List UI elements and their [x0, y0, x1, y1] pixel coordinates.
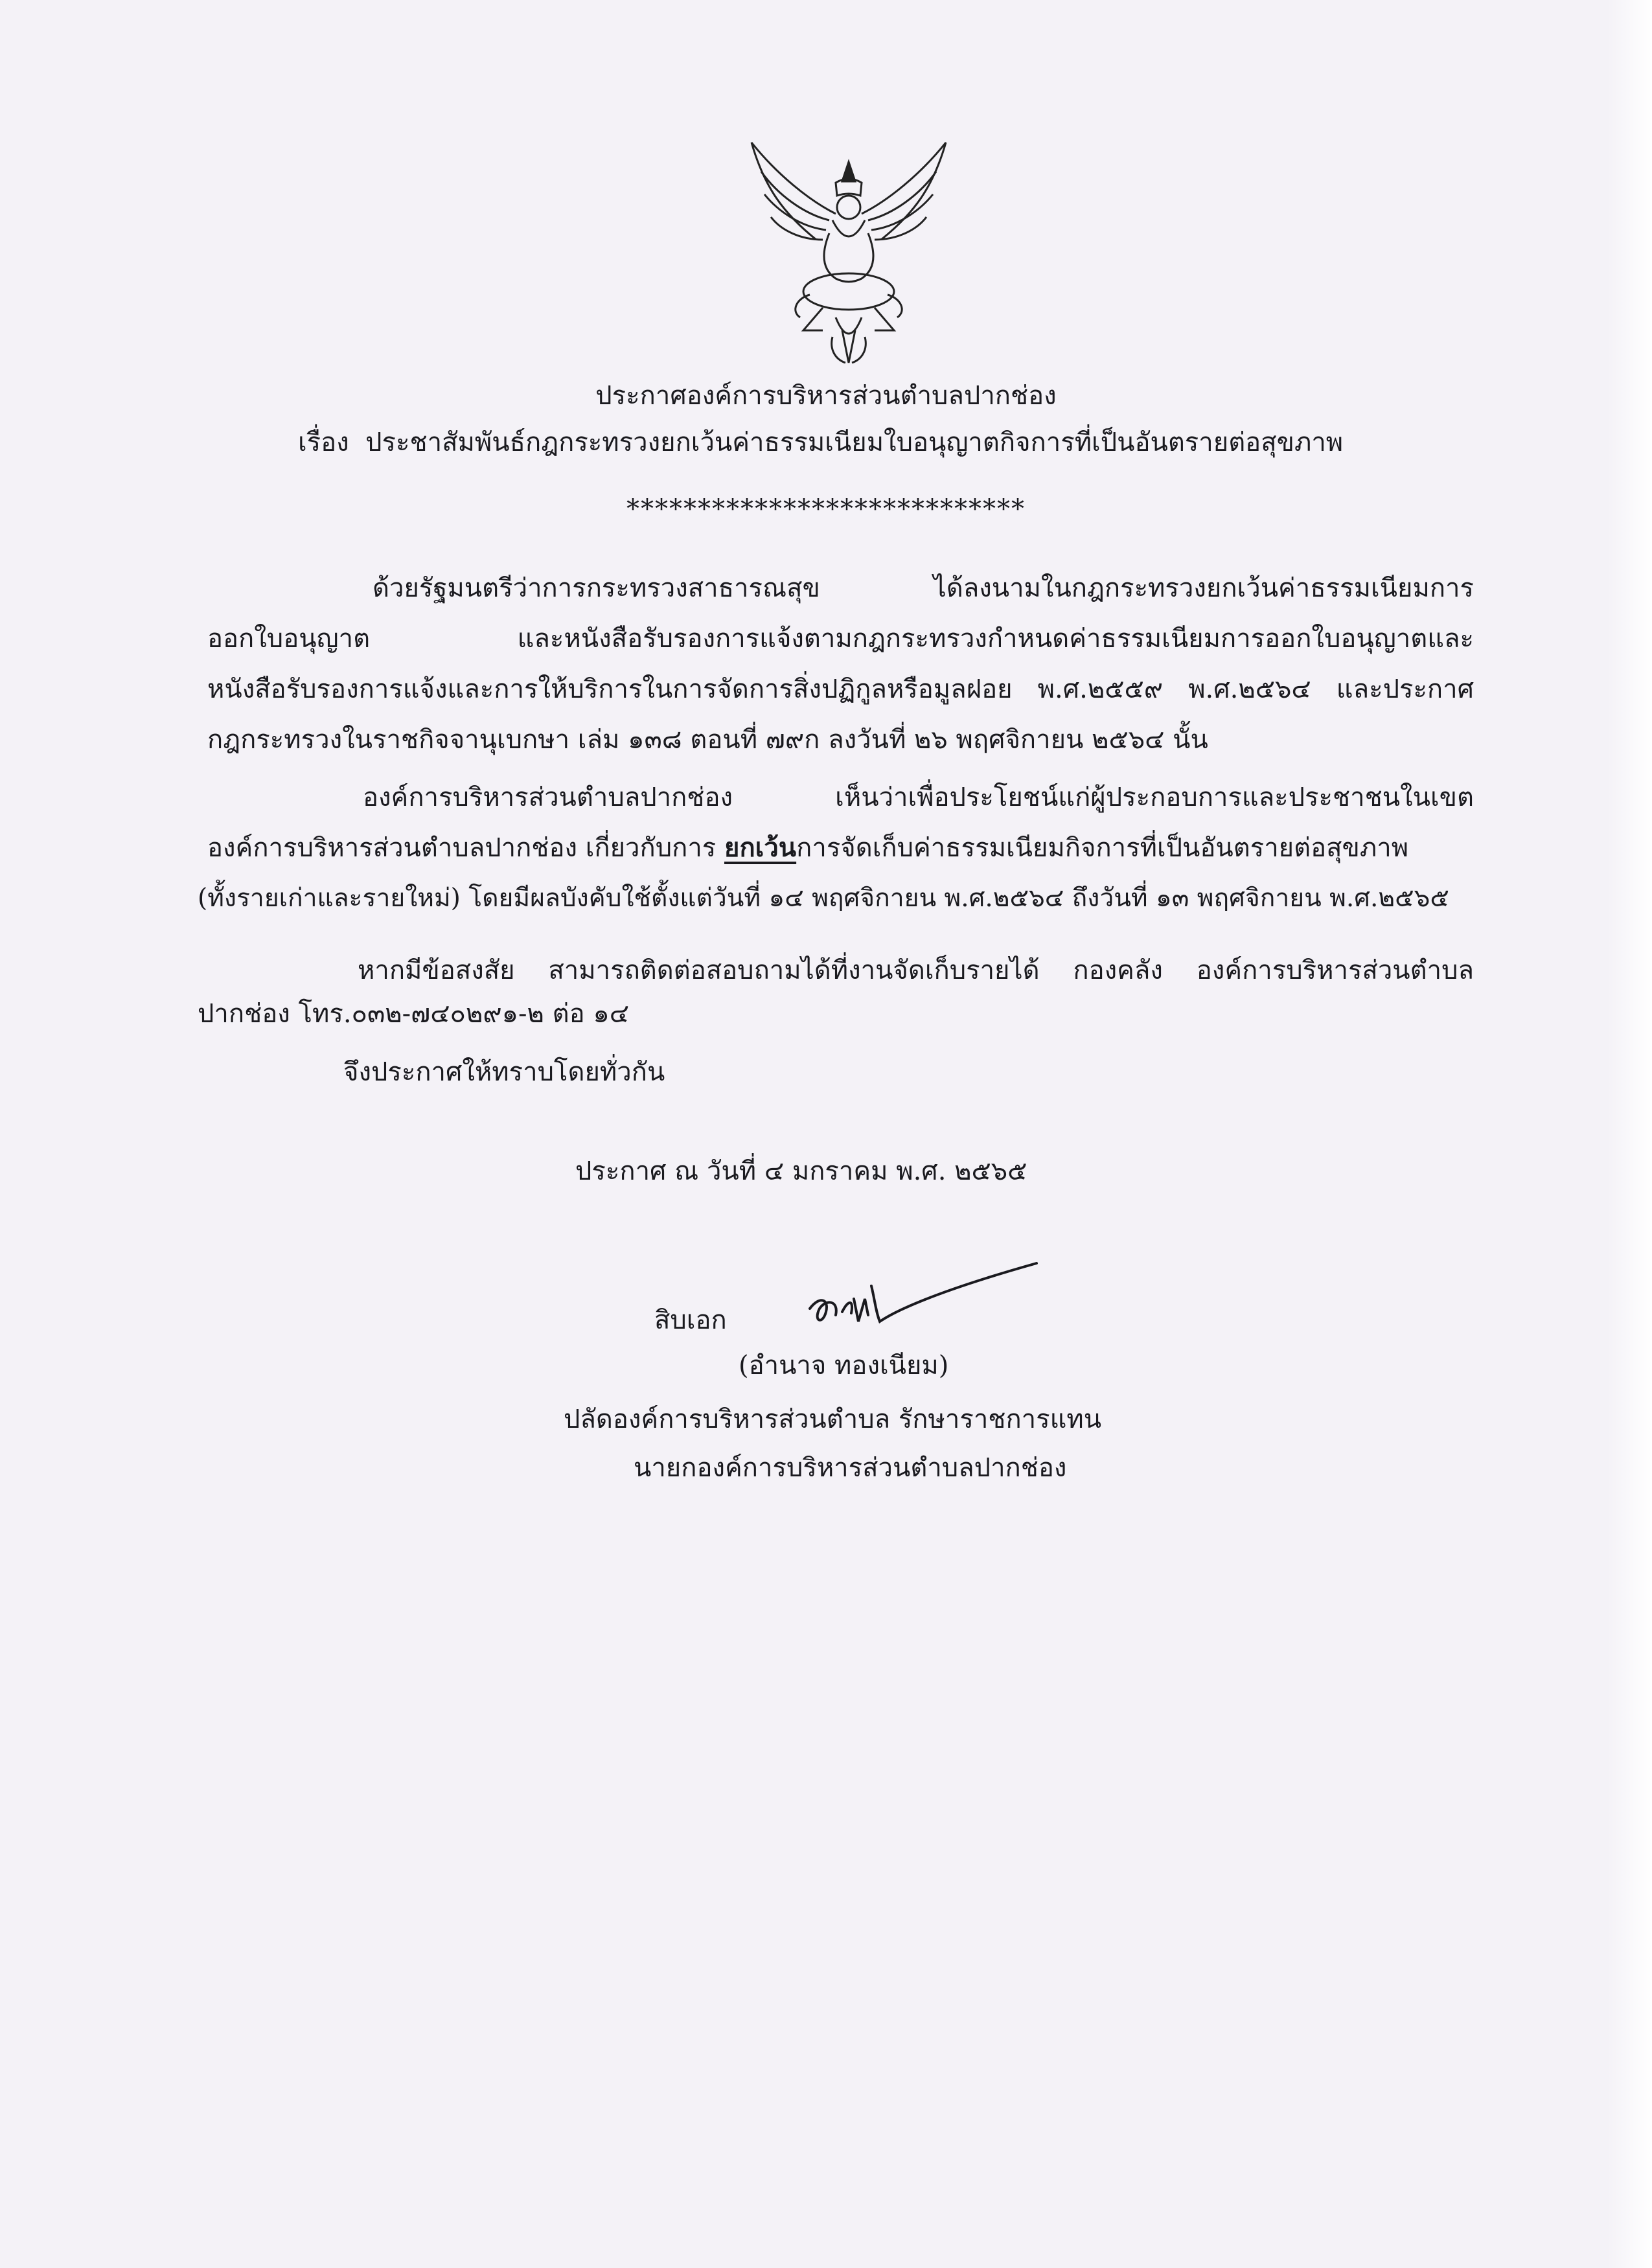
para2-line2-pre: องค์การบริหารส่วนตำบลปากช่อง เกี่ยวกับการ: [207, 833, 724, 863]
para2-line2-post: การจัดเก็บค่าธรรมเนียมกิจการที่เป็นอันตรายต่อสุขภาพ: [796, 833, 1409, 863]
signer-rank: สิบเอก: [654, 1305, 727, 1335]
para2-line2: [207, 830, 1474, 866]
signer-position-1: ปลัดองค์การบริหารส่วนตำบล รักษาราชการแทน: [564, 1404, 1102, 1434]
para3-line1: หากมีข้อสงสัย สามารถติดต่อสอบถามได้ที่งานจัดเก็บรายได้ กองคลัง องค์การบริหารส่วนตำบล: [358, 956, 1474, 985]
para1-line3: หนังสือรับรองการแจ้งและการให้บริการในการจัดการสิ่งปฏิกูลหรือมูลฝอย พ.ศ.๒๕๕๙ พ.ศ.๒๕๖๔ และประกาศ: [207, 674, 1474, 704]
para2-line1: องค์การบริหารส่วนตำบลปากช่อง เห็นว่าเพื่อประโยชน์แก่ผู้ประกอบการและประชาชนในเขต: [363, 783, 1474, 812]
announcement-title: ประกาศองค์การบริหารส่วนตำบลปากช่อง: [595, 381, 1057, 411]
subject-line: [298, 424, 1343, 461]
garuda-emblem-icon: [739, 136, 959, 376]
page-edge: [1607, 0, 1652, 2268]
subject-text: ประชาสัมพันธ์กฎกระทรวงยกเว้นค่าธรรมเนียมใบอนุญาตกิจการที่เป็นอันตรายต่อสุขภาพ: [365, 428, 1344, 457]
para1-line1: ด้วยรัฐมนตรีว่าการกระทรวงสาธารณสุข ได้ลงนามในกฎกระทรวงยกเว้นค่าธรรมเนียมการ: [373, 573, 1474, 603]
separator: ****************************: [626, 494, 1026, 524]
signature-icon: [803, 1260, 1050, 1351]
closing-statement: จึงประกาศให้ทราบโดยทั่วกัน: [343, 1057, 665, 1087]
para3-line2: ปากช่อง โทร.๐๓๒-๗๔๐๒๙๑-๒ ต่อ ๑๔: [198, 999, 629, 1029]
para1-line4: กฎกระทรวงในราชกิจจานุเบกษา เล่ม ๑๓๘ ตอนที่ ๗๙ก ลงวันที่ ๒๖ พฤศจิกายน ๒๕๖๔ นั้น: [207, 725, 1208, 755]
subject-label: เรื่อง: [298, 428, 349, 457]
exemption-emphasis: ยกเว้น: [724, 832, 797, 863]
para1-line2: ออกใบอนุญาต และหนังสือรับรองการแจ้งตามกฎกระทรวงกำหนดค่าธรรมเนียมการออกใบอนุญาตและ: [207, 624, 1474, 654]
signer-name: (อำนาจ ทองเนียม): [739, 1351, 949, 1380]
para2-line3: (ทั้งรายเก่าและรายใหม่) โดยมีผลบังคับใช้ตั้งแต่วันที่ ๑๔ พฤศจิกายน พ.ศ.๒๕๖๔ ถึงวันที่ ๑๓ พฤศจิกายน พ.ศ.๒๕๖๕: [198, 884, 1449, 913]
announcement-date: ประกาศ ณ วันที่ ๔ มกราคม พ.ศ. ๒๕๖๕: [575, 1156, 1027, 1186]
signer-position-2: นายกองค์การบริหารส่วนตำบลปากช่อง: [634, 1453, 1067, 1483]
